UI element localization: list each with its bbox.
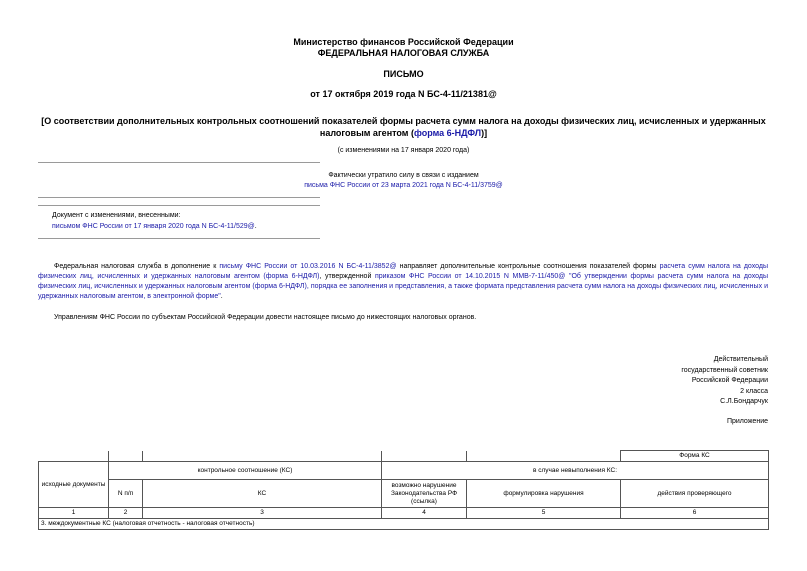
empty-cell bbox=[382, 451, 467, 462]
form-6ndfl-calculation-link[interactable]: расчета сумм налога на доходы физических лиц, исчисленных и удержанных налоговым агентом (форма 6-НДФЛ) bbox=[38, 263, 768, 280]
order-mmv-7-11-450-link[interactable]: приказом ФНС России от 14.10.2015 N ММВ-7-11/450@ "Об утверждении формы расчета сумм налога на доходы физических лиц, исчисленных и удержанных налоговым агентом (форма 6-НДФЛ), порядка ее заполнения и представления, а также формата представления расчета сумм налога на доходы физических лиц, исчисленных и удержанных налоговым агентом, в электронной форме" bbox=[38, 273, 769, 300]
header-kc: КС bbox=[143, 480, 382, 508]
empty-cell bbox=[467, 451, 621, 462]
section-row: 3. междокументные КС (налоговая отчетность - налоговая отчетность) bbox=[39, 519, 769, 530]
header-wording: формулировка нарушения bbox=[467, 480, 621, 508]
p1-text-d: . bbox=[220, 293, 223, 300]
expired-note: Фактически утратило силу в связи с изданием bbox=[328, 172, 479, 179]
header-violation: возможно нарушение Законодательства РФ (ссылка) bbox=[382, 480, 467, 508]
ministry-title: Министерство финансов Российской Федерации bbox=[293, 37, 514, 47]
signature-name: С.Л.Бондарчук bbox=[720, 398, 768, 405]
p1-text-a: Федеральная налоговая служба в дополнение к bbox=[54, 263, 220, 270]
signature-line-3: Российской Федерации bbox=[691, 377, 768, 384]
header-number: N п/п bbox=[109, 480, 143, 508]
title-suffix: )] bbox=[481, 128, 488, 138]
expired-letter-link[interactable]: письма ФНС России от 23 марта 2021 года N БС-4-11/3759@ bbox=[304, 182, 503, 189]
column-number-cell: 1 bbox=[39, 508, 109, 519]
signature-line-2: государственный советник bbox=[681, 366, 768, 374]
signature-line-4: 2 класса bbox=[740, 387, 768, 395]
signature-line-1: Действительный bbox=[713, 356, 768, 363]
empty-cell bbox=[39, 451, 109, 462]
column-number-cell: 2 bbox=[109, 508, 143, 519]
header-actions: действия проверяющего bbox=[621, 480, 769, 508]
appendix-label: Приложение bbox=[726, 418, 768, 425]
p1-text-b: направляет дополнительные контрольные соотношения показателей формы bbox=[399, 263, 660, 270]
changes-line bbox=[52, 223, 257, 230]
service-title: ФЕДЕРАЛЬНАЯ НАЛОГОВАЯ СЛУЖБА bbox=[317, 48, 490, 58]
empty-cell bbox=[109, 451, 143, 462]
body-paragraph-1 bbox=[38, 262, 768, 302]
control-ratios-table bbox=[38, 450, 769, 530]
document-title-line-2 bbox=[0, 128, 807, 138]
p1-text-c: , утвержденной bbox=[319, 273, 375, 280]
header-control-ratio: контрольное соотношение (КС) bbox=[109, 462, 382, 480]
changes-suffix: . bbox=[254, 223, 257, 230]
amended-note: (с изменениями на 17 января 2020 года) bbox=[337, 147, 470, 154]
divider-line bbox=[38, 238, 320, 239]
header-if-failed: в случае невыполнения КС: bbox=[382, 462, 769, 480]
divider-line bbox=[38, 205, 320, 206]
changes-label: Документ с изменениями, внесенными: bbox=[52, 212, 181, 219]
column-number-cell: 6 bbox=[621, 508, 769, 519]
document-date: от 17 октября 2019 года N БС-4-11/21381@ bbox=[310, 89, 497, 99]
header-source-documents: исходные документы bbox=[39, 462, 109, 508]
letter-10-03-2016-link[interactable]: письму ФНС России от 10.03.2016 N БС-4-11/3852@ bbox=[219, 263, 397, 270]
document-title-line-1: [О соответствии дополнительных контрольных соотношений показателей формы расчета сумм налога на доходы физических лиц, исчисленных и удержанных bbox=[41, 116, 766, 126]
column-number-cell: 5 bbox=[467, 508, 621, 519]
signature-block bbox=[681, 355, 768, 408]
form-6ndfl-link[interactable]: форма 6-НДФЛ bbox=[413, 128, 482, 138]
body-paragraph-2: Управлениям ФНС России по субъектам Российской Федерации довести настоящее письмо до нижестоящих налоговых органов. bbox=[54, 314, 477, 321]
divider-line bbox=[38, 197, 320, 198]
empty-cell bbox=[143, 451, 382, 462]
title-prefix: налоговым агентом ( bbox=[319, 128, 414, 138]
column-number-cell: 4 bbox=[382, 508, 467, 519]
document-type: ПИСЬМО bbox=[383, 69, 424, 79]
column-number-cell: 3 bbox=[143, 508, 382, 519]
divider-line bbox=[38, 162, 320, 163]
form-label-cell: Форма КС bbox=[621, 451, 769, 462]
changes-letter-link[interactable]: письмом ФНС России от 17 января 2020 года N БС-4-11/529@ bbox=[52, 223, 255, 230]
